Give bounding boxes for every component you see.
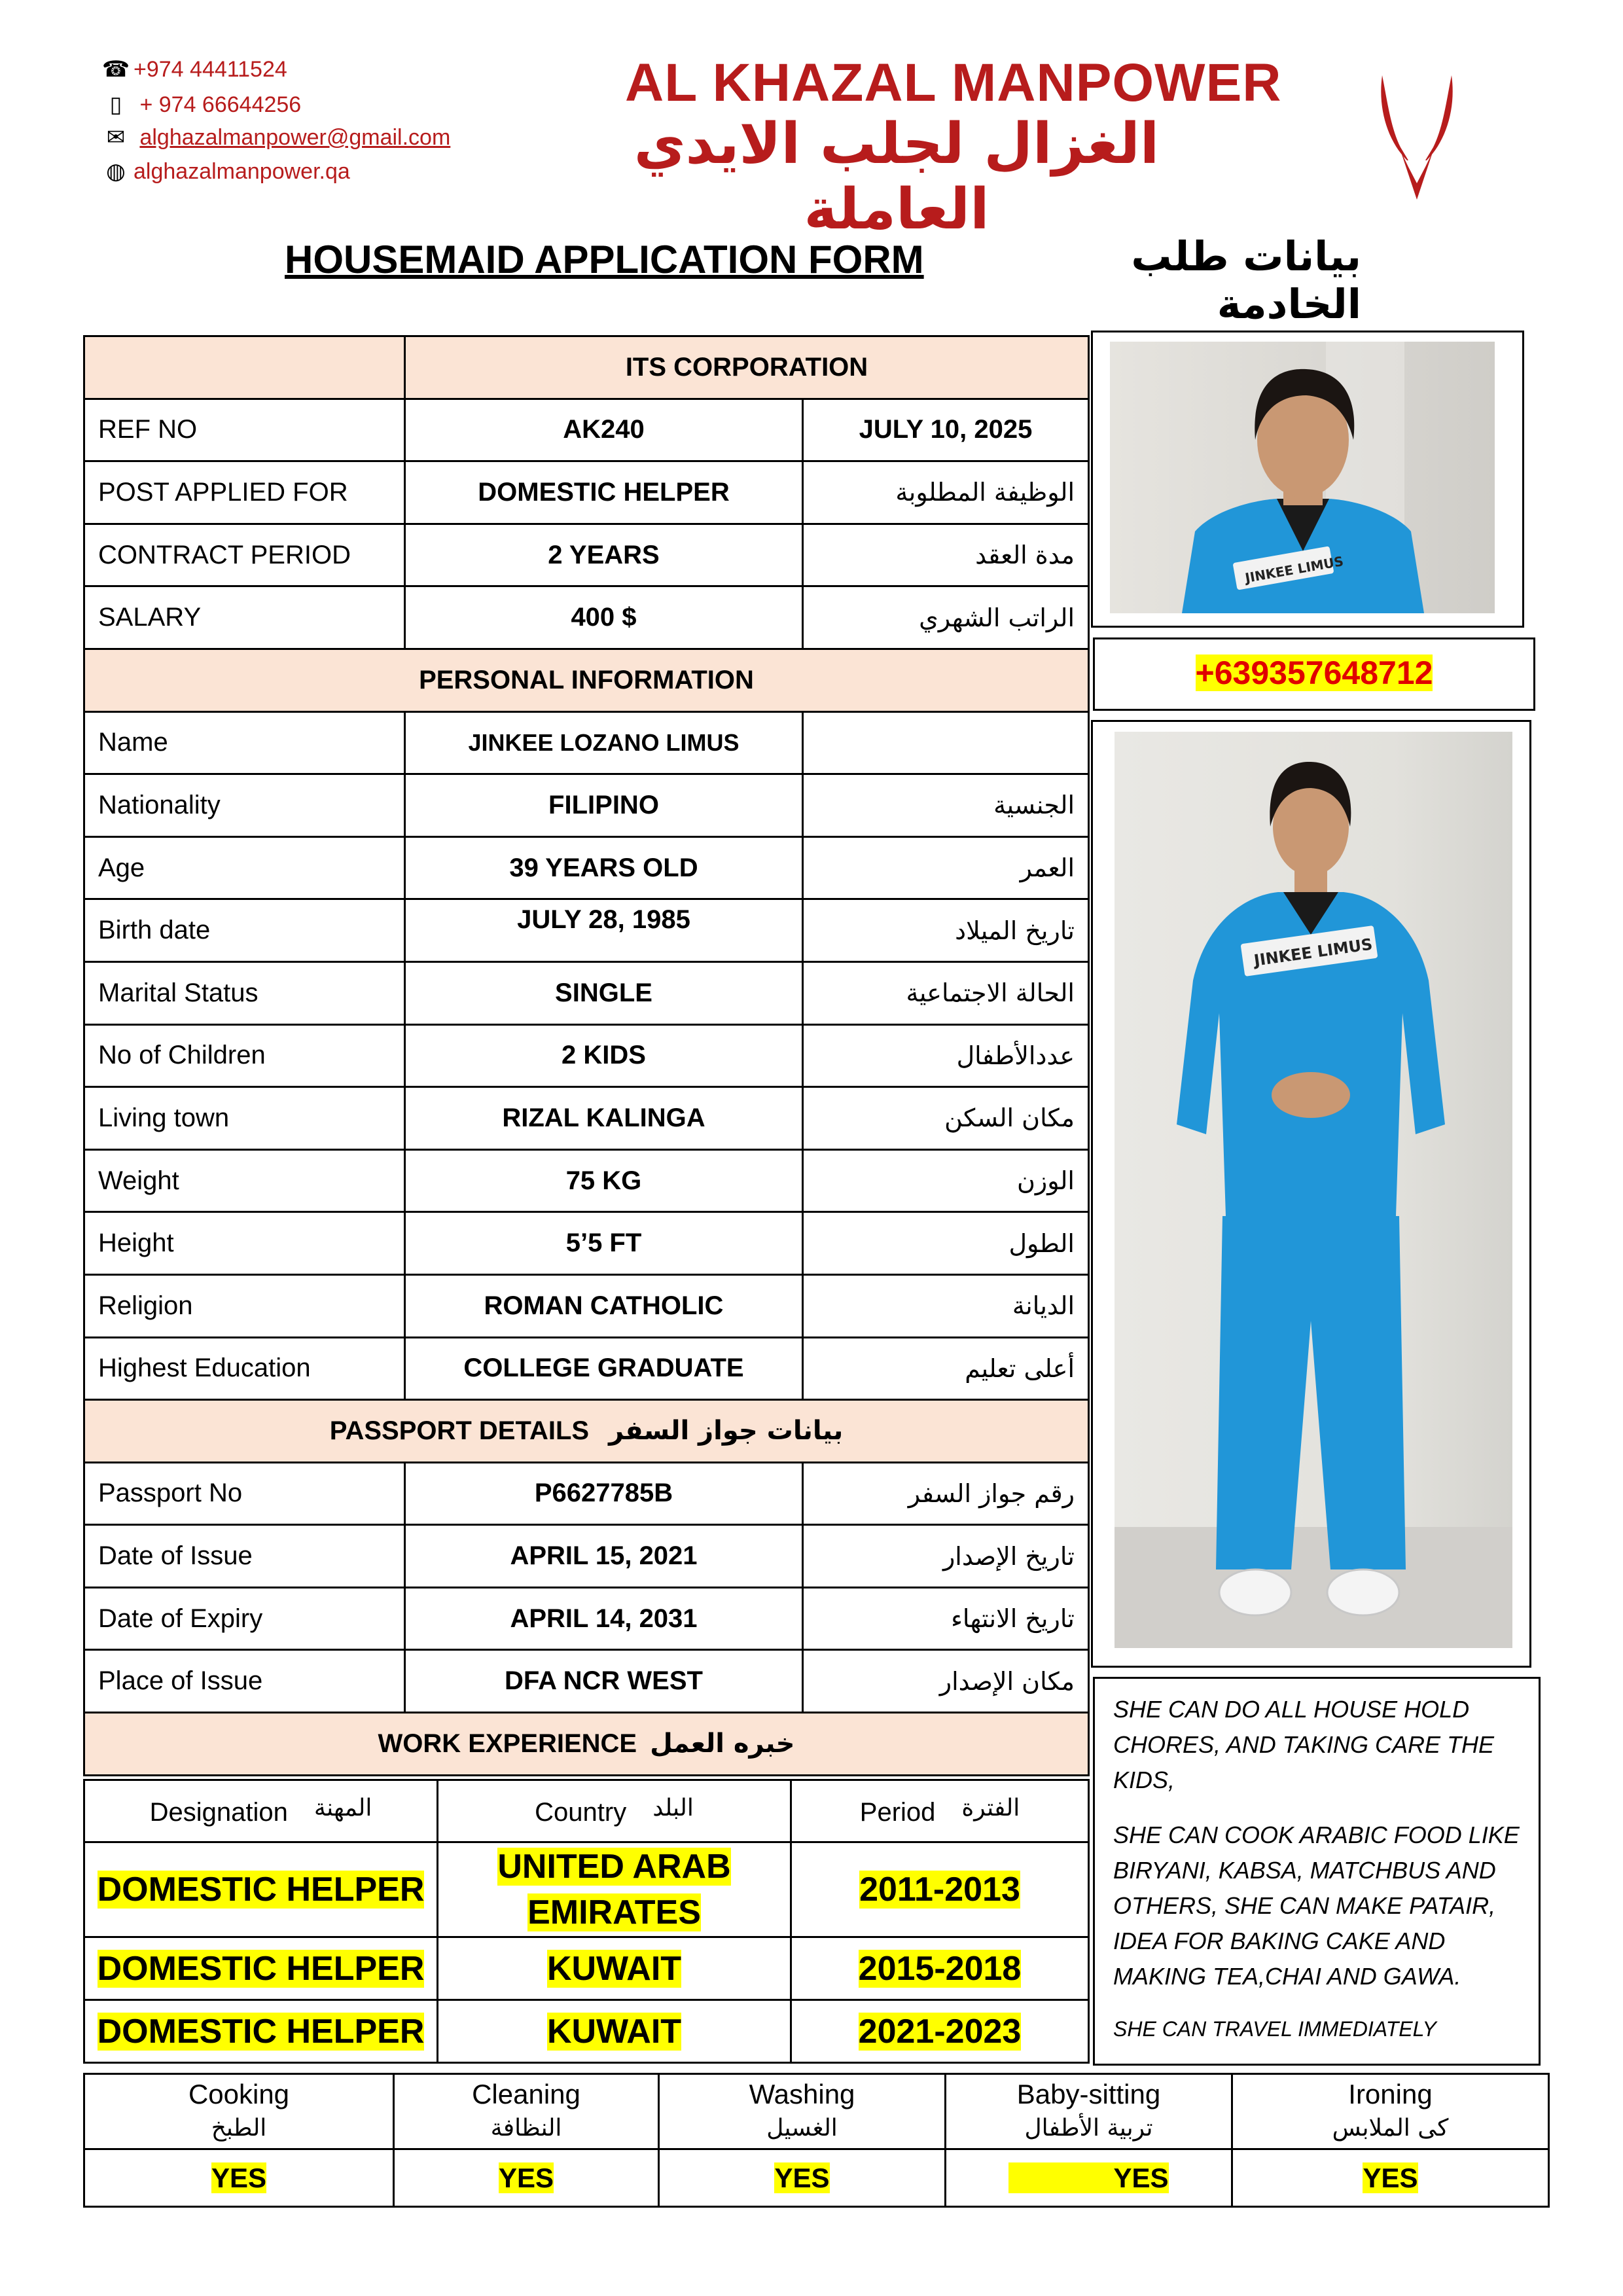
skill-ironing: Ironing کی الملابس xyxy=(1232,2074,1549,2149)
employer-row xyxy=(84,336,1089,399)
experience-row: DOMESTIC HELPER KUWAIT 2021-2023 xyxy=(84,2000,1089,2063)
section-header-experience: WORK EXPERIENCE خبره العمل xyxy=(84,1713,1089,1776)
personal-row: Living town RIZAL KALINGA مكان السكن xyxy=(84,1087,1089,1150)
portrait-photo xyxy=(1110,342,1495,613)
ref-label: REF NO xyxy=(84,399,405,461)
personal-row: Highest Education COLLEGE GRADUATE أعلى تعليم xyxy=(84,1337,1089,1400)
skill-washing: Washing الغسيل xyxy=(659,2074,946,2149)
name-tag-text: JINKEE LIMUS xyxy=(1243,553,1345,586)
fullbody-photo xyxy=(1115,732,1512,1648)
telephone-icon: ☎ xyxy=(101,57,130,82)
skills-value-row: YES YES YES YES YES xyxy=(84,2149,1549,2207)
svg-text:JINKEE LIMUS: JINKEE LIMUS xyxy=(1253,935,1374,970)
applicant-phone: +639357648712 xyxy=(1093,637,1535,711)
personal-row: Age 39 YEARS OLD العمر xyxy=(84,836,1089,899)
skills-label-row xyxy=(84,2074,1549,2149)
skills-table xyxy=(83,2073,1550,2208)
section-header-personal: PERSONAL INFORMATION xyxy=(84,649,1089,711)
skill-cooking: Cooking الطبخ xyxy=(84,2074,394,2149)
passport-row: Passport No P6627785B رقم جواز السفر xyxy=(84,1462,1089,1525)
contact-phone2: ▯ + 974 66644256 xyxy=(98,92,301,118)
ref-value: AK240 xyxy=(405,399,803,461)
personal-row: Religion ROMAN CATHOLIC الديانة xyxy=(84,1274,1089,1337)
experience-row: DOMESTIC HELPER UNITED ARAB EMIRATES 2011-2013 xyxy=(84,1842,1089,1937)
experience-row: DOMESTIC HELPER KUWAIT 2015-2018 xyxy=(84,1937,1089,2000)
job-row: CONTRACT PERIOD 2 YEARS مدة العقد xyxy=(84,524,1089,586)
globe-icon: ◍ xyxy=(106,159,126,184)
job-row: POST APPLIED FOR DOMESTIC HELPER الوظيفة المطلوبة xyxy=(84,461,1089,524)
company-name-en: AL KHAZAL MANPOWER xyxy=(625,53,1282,113)
contact-email[interactable]: ✉ alghazalmanpower@gmail.com xyxy=(98,124,450,151)
passport-row: Place of Issue DFA NCR WEST مكان الإصدار xyxy=(84,1650,1089,1713)
employer-name: ITS CORPORATION xyxy=(405,336,1089,399)
envelope-icon: ✉ xyxy=(106,125,126,150)
personal-row: No of Children 2 KIDS عددالأطفال xyxy=(84,1024,1089,1087)
experience-header-row: Designation المهنة Country البلد Period الفترة xyxy=(84,1780,1089,1842)
passport-row: Date of Expiry APRIL 14, 2031 تاريخ الانتهاء xyxy=(84,1587,1089,1650)
contact-website[interactable]: ◍ alghazalmanpower.qa xyxy=(98,158,350,185)
personal-row: Name JINKEE LOZANO LIMUS xyxy=(84,711,1089,774)
mobile-phone-icon: ▯ xyxy=(109,92,122,117)
form-title: HOUSEMAID APPLICATION FORM xyxy=(285,238,924,281)
personal-row: Nationality FILIPINO الجنسية xyxy=(84,774,1089,837)
experience-table xyxy=(83,1779,1090,2064)
ref-date: JULY 10, 2025 xyxy=(803,399,1089,461)
personal-row: Weight 75 KG الوزن xyxy=(84,1149,1089,1212)
ref-row xyxy=(84,399,1089,461)
job-row: SALARY 400 $ الراتب الشهري xyxy=(84,586,1089,649)
personal-row: Height 5’5 FT الطول xyxy=(84,1212,1089,1275)
company-name-ar: الغزال لجلب الايدي العاملة xyxy=(633,111,1160,242)
note-item: SHE CAN COOK ARABIC FOOD LIKE BIRYANI, KABSA, MATCHBUS AND OTHERS, SHE CAN MAKE PATAIR, IDEA FOR BAKING CAKE AND MAKING TEA,CHAI AND GAWA. xyxy=(1113,1821,1520,1990)
gazelle-logo-icon xyxy=(1374,69,1459,206)
applicant-notes xyxy=(1093,1677,1541,2066)
personal-row: Birth date JULY 28, 1985 تاريخ الميلاد xyxy=(84,899,1089,962)
section-header-passport: PASSPORT DETAILS بيانات جواز السفر xyxy=(84,1400,1089,1463)
application-table xyxy=(83,335,1090,1776)
note-item: SHE CAN DO ALL HOUSE HOLD CHORES, AND TAKING CARE THE KIDS, xyxy=(1113,1696,1495,1793)
form-title-ar: بيانات طلب الخادمة xyxy=(1131,232,1361,328)
contact-phone1: ☎ +974 44411524 xyxy=(98,56,287,82)
passport-row: Date of Issue APRIL 15, 2021 تاريخ الإصدار xyxy=(84,1525,1089,1588)
personal-row: Marital Status SINGLE الحالة الاجتماعية xyxy=(84,961,1089,1024)
note-item: SHE CAN TRAVEL IMMEDIATELY xyxy=(1113,2017,1436,2041)
skill-baby-sitting: Baby-sitting تربية الأطفال xyxy=(946,2074,1232,2149)
skill-cleaning: Cleaning النظافة xyxy=(394,2074,659,2149)
